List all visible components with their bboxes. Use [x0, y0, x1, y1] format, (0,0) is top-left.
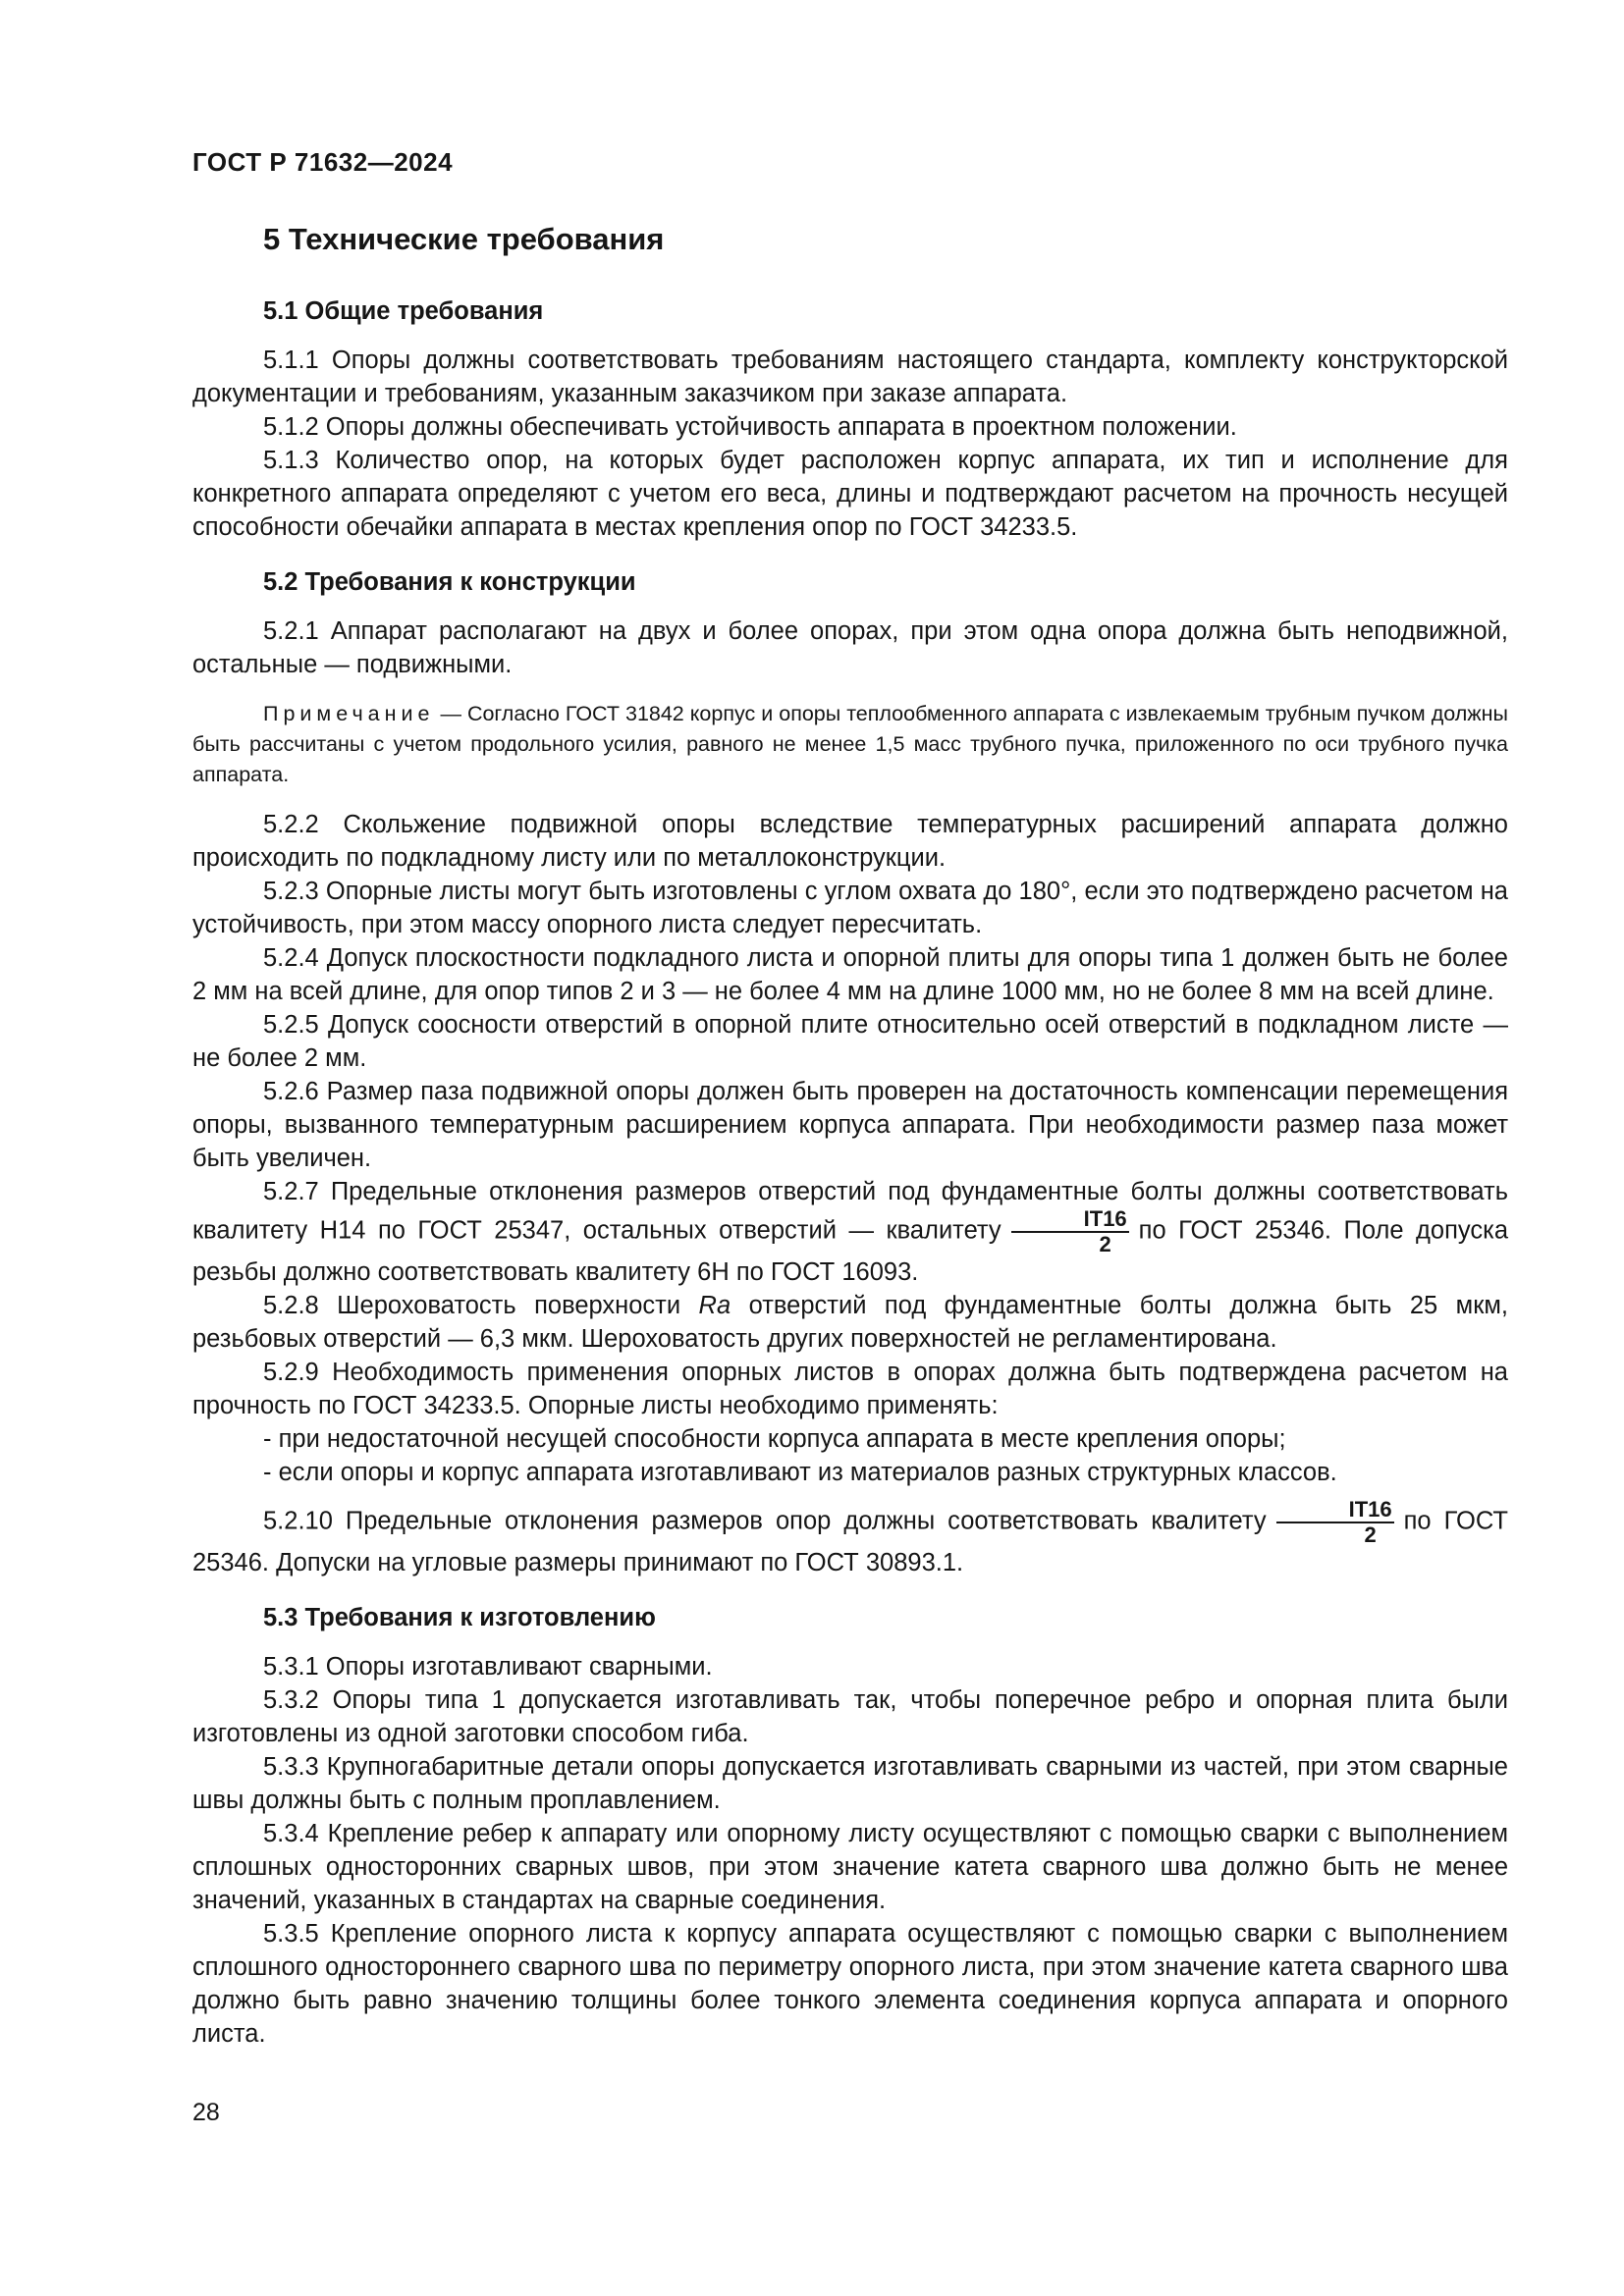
paragraph-5-2-8-start: 5.2.8 Шероховатость поверхности: [263, 1292, 699, 1319]
paragraph-5-2-6: 5.2.6 Размер паза подвижной опоры должен быть проверен на достаточность компенсации перемещения опоры, вызванного температурным расширением корпуса аппарата. При необходимости размер паза может быть увеличен.: [192, 1078, 1508, 1172]
fraction-denominator: 2: [1364, 1522, 1377, 1547]
paragraph-5-3-2: 5.3.2 Опоры типа 1 допускается изготавливать так, чтобы поперечное ребро и опорная плита были изготовлены из одной заготовки способом гиба.: [192, 1686, 1508, 1747]
fraction-denominator: 2: [1099, 1232, 1111, 1256]
fraction-numerator: IT16: [1011, 1208, 1129, 1233]
paragraph-5-2-9: 5.2.9 Необходимость применения опорных листов в опорах должна быть подтверждена расчетом на прочность по ГОСТ 34233.5. Опорные листы необходимо применять:: [192, 1359, 1508, 1419]
subsection-title-5-1: 5.1 Общие требования: [263, 297, 544, 325]
paragraph-5-2-7-end: по ГОСТ 25346. Поле допуска резьбы должно соответствовать квалитету 6Н по ГОСТ 16093.: [192, 1216, 1509, 1286]
paragraph-5-2-1: 5.2.1 Аппарат располагают на двух и более опорах, при этом одна опора должна быть неподвижной, остальные — подвижными.: [192, 617, 1508, 678]
paragraph-5-1-2: 5.1.2 Опоры должны обеспечивать устойчивость аппарата в проектном положении.: [263, 413, 1237, 441]
list-item: - если опоры и корпус аппарата изготавливают из материалов разных структурных классов.: [263, 1459, 1337, 1486]
roughness-symbol: Ra: [698, 1292, 731, 1319]
paragraph-5-2-8: [192, 1289, 1508, 1356]
paragraph-5-2-7-start: 5.2.7 Предельные отклонения размеров отверстий под фундаментные болты должны соответствовать квалитету Н14 по ГОСТ 25347, остальных отверстий — квалитету: [192, 1178, 1508, 1245]
section-title: 5 Технические требования: [263, 222, 665, 256]
paragraph-5-2-5: 5.2.5 Допуск соосности отверстий в опорной плите относительно осей отверстий в подкладном листе — не более 2 мм.: [192, 1011, 1508, 1072]
document-header: ГОСТ Р 71632—2024: [192, 147, 454, 177]
subsection-title-5-2: 5.2 Требования к конструкции: [263, 568, 636, 596]
paragraph-5-3-3: 5.3.3 Крупногабаритные детали опоры допускается изготавливать сварными из частей, при этом сварные швы должны быть с полным проплавлением.: [192, 1753, 1508, 1814]
note-text: — Согласно ГОСТ 31842 корпус и опоры теплообменного аппарата с извлекаемым трубным пучком должны быть рассчитаны с учетом продольного усилия, равного не менее 1,5 масс трубного пучка, приложенного по оси трубного пучка аппарата.: [192, 702, 1508, 786]
paragraph-5-2-3: 5.2.3 Опорные листы могут быть изготовлены с углом охвата до 180°, если это подтверждено расчетом на устойчивость, при этом массу опорного листа следует пересчитать.: [192, 878, 1508, 938]
paragraph-5-2-4: 5.2.4 Допуск плоскостности подкладного листа и опорной плиты для опоры типа 1 должен быть не более 2 мм на всей длине, для опор типов 2 и 3 — не более 4 мм на длине 1000 мм, но не более 8 мм на всей длине.: [192, 944, 1508, 1005]
document-body: [192, 222, 1508, 2051]
tolerance-fraction: [1011, 1208, 1129, 1255]
paragraph-5-3-4: 5.3.4 Крепление ребер к аппарату или опорному листу осуществляют с помощью сварки с выполнением сплошных односторонних сварных швов, при этом значение катета сварного шва должно быть не менее значений, указанных в стандартах на сварные соединения.: [192, 1820, 1508, 1914]
subsection-title-5-3: 5.3 Требования к изготовлению: [263, 1604, 656, 1631]
tolerance-fraction: [1276, 1499, 1394, 1546]
paragraph-5-2-10-start: 5.2.10 Предельные отклонения размеров опор должны соответствовать квалитету: [263, 1507, 1267, 1535]
list-item: - при недостаточной несущей способности корпуса аппарата в месте крепления опоры;: [263, 1425, 1286, 1453]
page-number: 28: [192, 2099, 220, 2126]
paragraph-5-2-10: [192, 1499, 1508, 1579]
note: [192, 699, 1508, 790]
paragraph-5-1-1: 5.1.1 Опоры должны соответствовать требованиям настоящего стандарта, комплекту конструкторской документации и требованиям, указанным заказчиком при заказе аппарата.: [192, 347, 1508, 407]
paragraph-5-2-2: 5.2.2 Скольжение подвижной опоры вследствие температурных расширений аппарата должно происходить по подкладному листу или по металлоконструкции.: [192, 811, 1508, 872]
paragraph-5-2-8-end: отверстий под фундаментные болты должна быть 25 мкм, резьбовых отверстий — 6,3 мкм. Шероховатость других поверхностей не регламентирована.: [192, 1292, 1508, 1353]
paragraph-5-2-10-end: по ГОСТ 25346. Допуски на угловые размеры принимают по ГОСТ 30893.1.: [192, 1507, 1508, 1576]
paragraph-5-3-5: 5.3.5 Крепление опорного листа к корпусу аппарата осуществляют с помощью сварки с выполнением сплошного одностороннего сварного шва по периметру опорного листа, при этом значение катета сварного шва должно быть равно значению толщины более тонкого элемента соединения корпуса аппарата и опорного листа.: [192, 1920, 1508, 2048]
note-label: Примечание: [263, 702, 435, 725]
fraction-numerator: IT16: [1276, 1499, 1394, 1523]
paragraph-5-2-7: [192, 1175, 1508, 1289]
paragraph-5-1-3: 5.1.3 Количество опор, на которых будет расположен корпус аппарата, их тип и исполнение для конкретного аппарата определяют с учетом его веса, длины и подтверждают расчетом на прочность несущей способности обечайки аппарата в местах крепления опор по ГОСТ 34233.5.: [192, 447, 1508, 541]
paragraph-5-3-1: 5.3.1 Опоры изготавливают сварными.: [263, 1653, 713, 1681]
